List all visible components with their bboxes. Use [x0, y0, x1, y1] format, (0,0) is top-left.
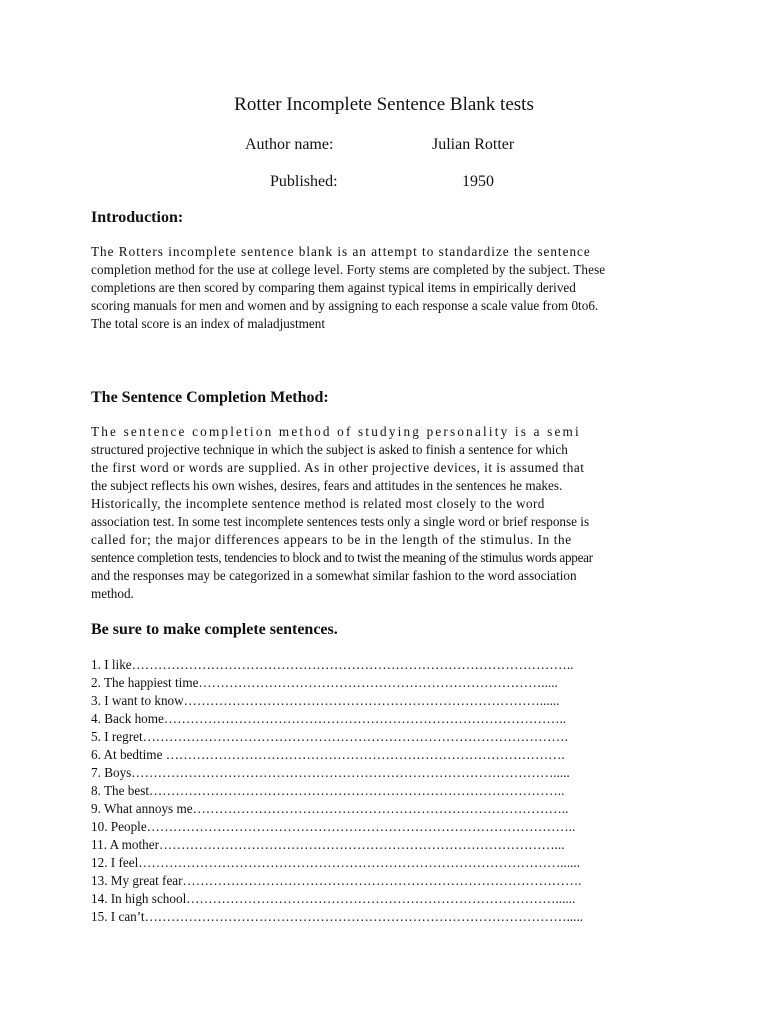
published-row: [0, 173, 768, 197]
introduction-line: completions are then scored by comparing them against typical items in empirically derived: [91, 280, 576, 295]
author-value: Julian Rotter: [432, 136, 515, 153]
method-line: association test. In some test incomplete sentences tests only a single word or brief response is: [91, 514, 590, 529]
introduction-line: The Rotters incomplete sentence blank is an attempt to standardize the sentence: [91, 244, 591, 259]
method-heading: The Sentence Completion Method:: [91, 389, 329, 406]
method-line: and the responses may be categorized in a somewhat similar fashion to the word association: [91, 568, 577, 583]
published-label: Published:: [270, 173, 338, 190]
sentence-item: 3. I want to know………………………………………………………………………......: [91, 693, 560, 708]
document-title: Rotter Incomplete Sentence Blank tests: [234, 94, 534, 115]
sentence-item: 2. The happiest time…………………………………………………………………….....: [91, 675, 558, 690]
introduction-line: scoring manuals for men and women and by assigning to each response a scale value from 0to6.: [91, 298, 599, 313]
sentence-item: 7. Boys…………………………………………………………………………………….....: [91, 765, 570, 780]
method-paragraph: [91, 423, 681, 603]
sentence-item: 13. My great fear……………………………………………………………………………….: [91, 873, 582, 888]
sentence-item: 11. A mother………………………………………………………………………………...: [91, 837, 565, 852]
author-row: [0, 136, 768, 160]
method-line: The sentence completion method of studying personality is a semi: [91, 424, 581, 439]
sentence-item: 9. What annoys me…………………………………………………………………………..: [91, 801, 569, 816]
sentence-item: 4. Back home………………………………………………………………………………..: [91, 711, 567, 726]
method-line: the subject reflects his own wishes, desires, fears and attitudes in the sentences he makes.: [91, 478, 563, 493]
method-line: sentence completion tests, tendencies to block and to twist the meaning of the stimulus words appear: [91, 550, 593, 565]
introduction-line: The total score is an index of maladjustment: [91, 316, 326, 331]
sentence-item-list: [91, 656, 651, 926]
sentence-item: 12. I feel……………………………………………………………………………………......: [91, 855, 581, 870]
sentence-item: 1. I like………………………………………………………………………………………..: [91, 657, 574, 672]
method-line: Historically, the incomplete sentence method is related most closely to the word: [91, 496, 545, 511]
instruction-heading: Be sure to make complete sentences.: [91, 621, 338, 638]
method-line: structured projective technique in which the subject is asked to finish a sentence for which: [91, 442, 568, 457]
sentence-item: 15. I can’t…………………………………………………………………………………….....: [91, 909, 584, 924]
method-line: called for; the major differences appears to be in the length of the stimulus. In the: [91, 532, 572, 547]
sentence-item: 5. I regret…………………………………………………………………………………….: [91, 729, 568, 744]
sentence-item: 14. In high school…………………………………………………………………………......: [91, 891, 576, 906]
method-line: the first word or words are supplied. As in other projective devices, it is assumed that: [91, 460, 585, 475]
sentence-item: 10. People……………………………………………………………………………………..: [91, 819, 576, 834]
introduction-paragraph: [91, 243, 681, 333]
introduction-heading: Introduction:: [91, 209, 184, 226]
sentence-item: 8. The best…………………………………………………………………………………..: [91, 783, 565, 798]
author-label: Author name:: [245, 136, 334, 153]
sentence-item: 6. At bedtime ……………………………………………………………………………….: [91, 747, 565, 762]
published-value: 1950: [462, 173, 494, 190]
method-line: method.: [91, 586, 134, 601]
introduction-line: completion method for the use at college level. Forty stems are completed by the subject. These: [91, 262, 606, 277]
